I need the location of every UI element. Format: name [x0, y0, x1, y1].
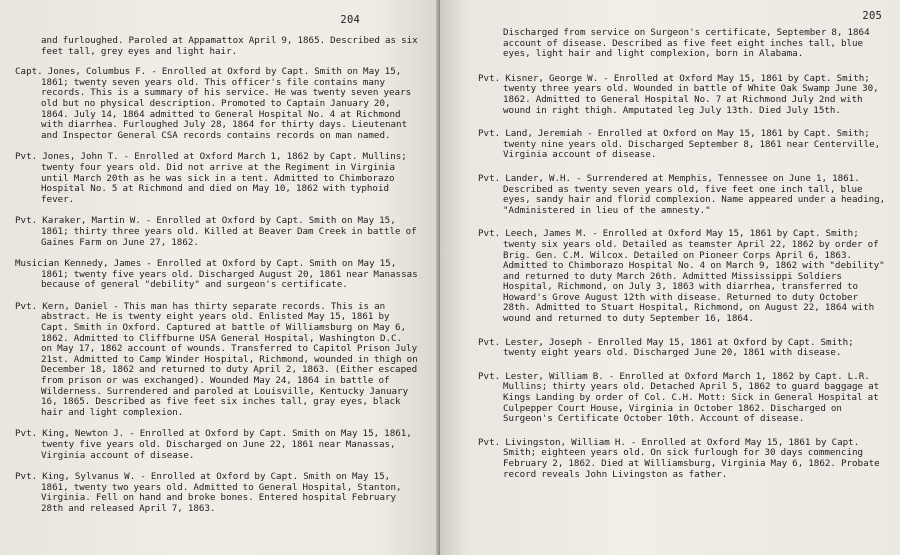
entry-rank: Pvt.	[15, 151, 38, 163]
continuation-text-right: Discharged from service on Surgeon's certificate, September 8, 1864 account of disease. Described as five feet eight inches tall, blue eyes, light hair and light complexion, born in Alabama.	[503, 27, 870, 60]
roster-entry	[478, 438, 886, 480]
entry-text: King, Newton J. - Enrolled at Oxford by Capt. Smith on May 15, 1861, twenty five years old. Discharged on June 22, 1861 near Manassas, Virginia account of disease.	[41, 428, 412, 461]
page-number-right: 205	[862, 10, 882, 22]
roster-entry	[478, 129, 886, 161]
entry-text: King, Sylvanus W. - Enrolled at Oxford by Capt. Smith on May 15, 1861, twenty two years old. Admitted to General Hospital, Stanton, Virginia. Fell on hand and broke bones. Entered hospital February 28th and released April 7, 1863.	[41, 471, 402, 514]
entry-text: Kisner, George W. - Enrolled at Oxford May 15, 1861 by Capt. Smith; twenty three years old. Wounded in battle of White Oak Swamp June 30, 1862. Admitted to General Hospital No. 7 at Richmond July 2nd with wound in right thigh. Amputated leg July 13th. Died July 15th.	[503, 72, 879, 116]
entry-rank: Pvt.	[478, 436, 501, 448]
entry-text: Kern, Daniel - This man has thirty separate records. This is an abstract. He is twenty eight years old. Enlisted May 15, 1861 by Capt. Smith in Oxford. Captured at battle of Williamsburg on May 6, 1862. Admitted to Cliffburne USA General Hospital, Washington D.C. on May 17, 1862 account of wounds. Transferred to Capitol Prison July 21st. Admitted to Camp Winder Hospital, Richmond, wounded in thigh on December 18, 1862 and returned to duty April 2, 1863. (Either escaped from prison or was exchanged). Wounded May 24, 1864 in battle of Wilderness. Surrendered and paroled at Louisville, Kentucky January 16, 1865. Described as five feet six inches tall, gray eyes, black hair and light complexion.	[41, 300, 418, 418]
roster-entry	[478, 372, 886, 425]
roster-entry	[478, 338, 886, 359]
entry-text: Livingston, William H. - Enrolled at Oxford May 15, 1861 by Capt. Smith; eighteen years old. On sick furlough for 30 days commencing February 2, 1862. Died at Williamsburg, Virginia May 6, 1862. Probate record reveals John Livingston as father.	[503, 436, 880, 480]
entry-rank: Pvt.	[15, 428, 38, 440]
entry-rank: Pvt.	[478, 370, 501, 382]
roster-entry	[15, 302, 418, 419]
roster-entry	[478, 174, 886, 216]
roster-entry	[478, 229, 886, 324]
entry-rank: Pvt.	[478, 172, 501, 184]
roster-entry	[15, 152, 418, 205]
entry-rank: Pvt.	[15, 300, 38, 312]
entry-text: Kennedy, James - Enrolled at Oxford by Capt. Smith on May 15, 1861; twenty five years old. Discharged August 20, 1861 near Manassas because of general "debility" and surgeon's certificate.	[41, 258, 418, 291]
entry-text: Land, Jeremiah - Enrolled at Oxford on May 15, 1861 by Capt. Smith; twenty nine years old. Discharged September 8, 1861 near Centerville, Virginia account of disease.	[503, 128, 881, 161]
roster-entry	[15, 472, 418, 514]
roster-entry	[15, 429, 418, 461]
right-page	[440, 0, 900, 555]
entry-text: Karaker, Martin W. - Enrolled at Oxford by Capt. Smith on May 15, 1861; thirty three years old. Killed at Beaver Dam Creek in battle of Gaines Farm on June 27, 1862.	[41, 215, 417, 248]
continuation-text-left: and furloughed. Paroled at Appamattox April 9, 1865. Described as six feet tall, grey eyes and light hair.	[41, 35, 418, 57]
entry-text: Lander, W.H. - Surrendered at Memphis, Tennessee on June 1, 1861. Described as twenty seven years old, five feet one inch tall, blue eyes, sandy hair and florid complexion. Name appeared under a heading, "Administered in lieu of the amnesty."	[503, 172, 886, 216]
entry-text: Jones, John T. - Enrolled at Oxford March 1, 1862 by Capt. Mullins; twenty four years old. Did not arrive at the Regiment in Virginia until March 20th as he was sick in a tent. Admitted to Chimborazo Hospital No. 5 at Richmond and died on May 10, 1862 with typhoid fever.	[41, 151, 407, 205]
entry-rank: Capt.	[15, 66, 43, 78]
entry-text: Jones, Columbus F. - Enrolled at Oxford by Capt. Smith on May 15, 1861; twenty seven years old. This officer's file contains many records. This is a summary of his service. He was twenty seven years old but no physical description. Promoted to Captain January 20, 1864. July 14, 1864 admitted to General Hospital No. 4 at Richmond with diarrhea. Furloughed July 28, 1864 for thirty days. Lieutenant and Inspector General CSA records contains records on man named.	[41, 66, 412, 141]
entry-rank: Pvt.	[478, 128, 501, 140]
entry-rank: Musician	[15, 258, 60, 270]
entry-text: Leech, James M. - Enrolled at Oxford May 15, 1861 by Capt. Smith; twenty six years old. Detailed as teamster April 22, 1862 by order of Brig. Gen. C.M. Wilcox. Detailed on Pioneer Corps April 6, 1863. Admitted to Chimborazo Hospital No. 4 on March 9, 1862 with "debility" and returned to duty March 26th. Admitted Mississippi Soldiers Hospital, Richmond, on July 3, 1863 with diarrhea, transferred to Howard's Grove August 12th with disease. Returned to duty October 28th. Admitted to Stuart Hospital, Richmond, on August 22, 1864 with wound and returned to duty September 16, 1864.	[503, 228, 885, 325]
roster-entry	[15, 67, 418, 141]
entry-rank: Pvt.	[478, 228, 501, 240]
entry-rank: Pvt.	[15, 215, 38, 227]
roster-entry	[15, 216, 418, 248]
roster-entry	[478, 74, 886, 116]
page-number-left: 204	[340, 14, 360, 26]
entry-text: Lester, William B. - Enrolled at Oxford March 1, 1862 by Capt. L.R. Mullins; thirty years old. Detached April 5, 1862 to guard baggage at Kings Landing by order of Col. C.H. Mott: Sick in General Hospital at Culpepper Court House, Virginia in October 1862. Discharged on Surgeon's Certificate October 10th. Account of disease.	[503, 370, 880, 425]
entry-rank: Pvt.	[478, 72, 501, 84]
entry-rank: Pvt.	[15, 471, 38, 483]
entry-text: Lester, Joseph - Enrolled May 15, 1861 at Oxford by Capt. Smith; twenty eight years old. Discharged June 20, 1861 with disease.	[503, 336, 854, 359]
roster-entry	[15, 259, 418, 291]
entry-rank: Pvt.	[478, 336, 501, 348]
left-page	[0, 0, 440, 555]
